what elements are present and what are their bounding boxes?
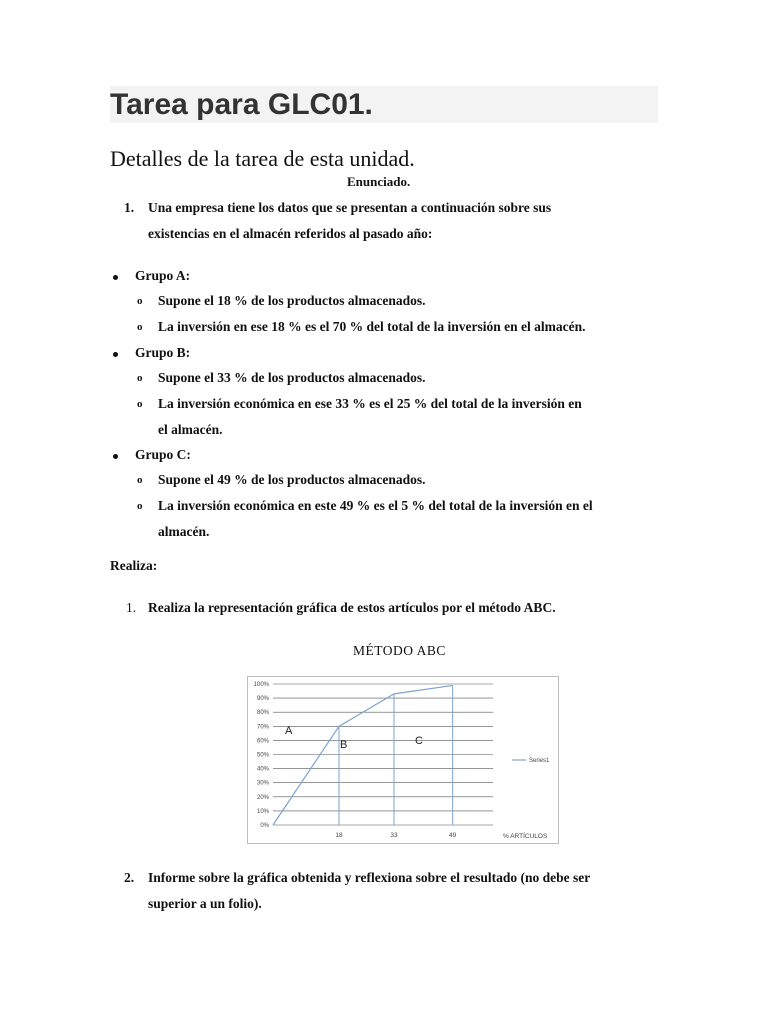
y-tick-label: 10% <box>256 808 269 815</box>
chart-title: MÉTODO ABC <box>353 643 446 658</box>
abc-chart <box>247 676 559 844</box>
y-tick-label: 0% <box>260 823 269 829</box>
page-title: Tarea para GLC01. <box>110 88 373 121</box>
x-axis-label: % ARTÍCULOS <box>503 833 548 840</box>
y-tick-label: 30% <box>256 780 269 787</box>
statement-label: Enunciado. <box>347 174 411 189</box>
group-b-item2-line2: el almacén. <box>158 422 223 437</box>
chart-frame <box>248 677 559 844</box>
sub-bullet-icon: o <box>137 321 143 333</box>
sub-bullet-icon: o <box>137 500 143 512</box>
sub-bullet-icon: o <box>137 398 143 410</box>
group-c-item2-line2: almacén. <box>158 524 210 539</box>
sub-bullet-icon: o <box>137 474 143 486</box>
bullet-icon <box>113 352 118 357</box>
y-tick-label: 70% <box>256 724 269 731</box>
bullet-icon <box>113 275 118 280</box>
task2-text-line1: Informe sobre la gráfica obtenida y reflexiona sobre el resultado (no debe ser <box>148 870 591 885</box>
x-tick-label: 49 <box>449 832 457 839</box>
y-tick-label: 80% <box>256 710 269 717</box>
task2-number: 2. <box>124 870 135 885</box>
y-tick-label: 60% <box>256 738 269 745</box>
zone-label-c: C <box>415 735 423 747</box>
group-c-item1: Supone el 49 % de los productos almacenados. <box>158 472 426 487</box>
question-text-line2: existencias en el almacén referidos al pasado año: <box>148 226 433 241</box>
zone-label-b: B <box>340 739 348 751</box>
group-b-item2-line1: La inversión económica en ese 33 % es el 25 % del total de la inversión en <box>158 396 582 411</box>
group-a-item1: Supone el 18 % de los productos almacenados. <box>158 293 426 308</box>
x-tick-label: 18 <box>335 832 343 839</box>
legend-label: Series1 <box>529 758 550 764</box>
group-b-title: Grupo B: <box>135 345 191 360</box>
y-tick-label: 50% <box>256 752 269 759</box>
x-tick-label: 33 <box>390 832 398 839</box>
zone-label-a: A <box>285 725 293 737</box>
sub-bullet-icon: o <box>137 295 143 307</box>
group-b-item1: Supone el 33 % de los productos almacenados. <box>158 370 426 385</box>
y-tick-label: 40% <box>256 766 269 773</box>
bullet-icon <box>113 454 118 459</box>
tasks-heading: Realiza: <box>110 558 158 573</box>
group-c-item2-line1: La inversión económica en este 49 % es el 5 % del total de la inversión en el <box>158 498 593 513</box>
y-tick-label: 90% <box>256 696 269 703</box>
group-a-item2: La inversión en ese 18 % es el 70 % del total de la inversión en el almacén. <box>158 319 586 334</box>
group-a-title: Grupo A: <box>135 268 191 283</box>
question-number: 1. <box>124 200 135 215</box>
y-tick-label: 100% <box>253 682 269 688</box>
task1-text: Realiza la representación gráfica de estos artículos por el método ABC. <box>148 600 556 615</box>
y-tick-label: 20% <box>256 794 269 801</box>
group-c-title: Grupo C: <box>135 447 191 462</box>
task2-text-line2: superior a un folio). <box>148 896 262 911</box>
question-text-line1: Una empresa tiene los datos que se presentan a continuación sobre sus <box>148 200 552 215</box>
section-title: Detalles de la tarea de esta unidad. <box>110 146 415 171</box>
sub-bullet-icon: o <box>137 372 143 384</box>
task1-number: 1. <box>126 600 137 615</box>
